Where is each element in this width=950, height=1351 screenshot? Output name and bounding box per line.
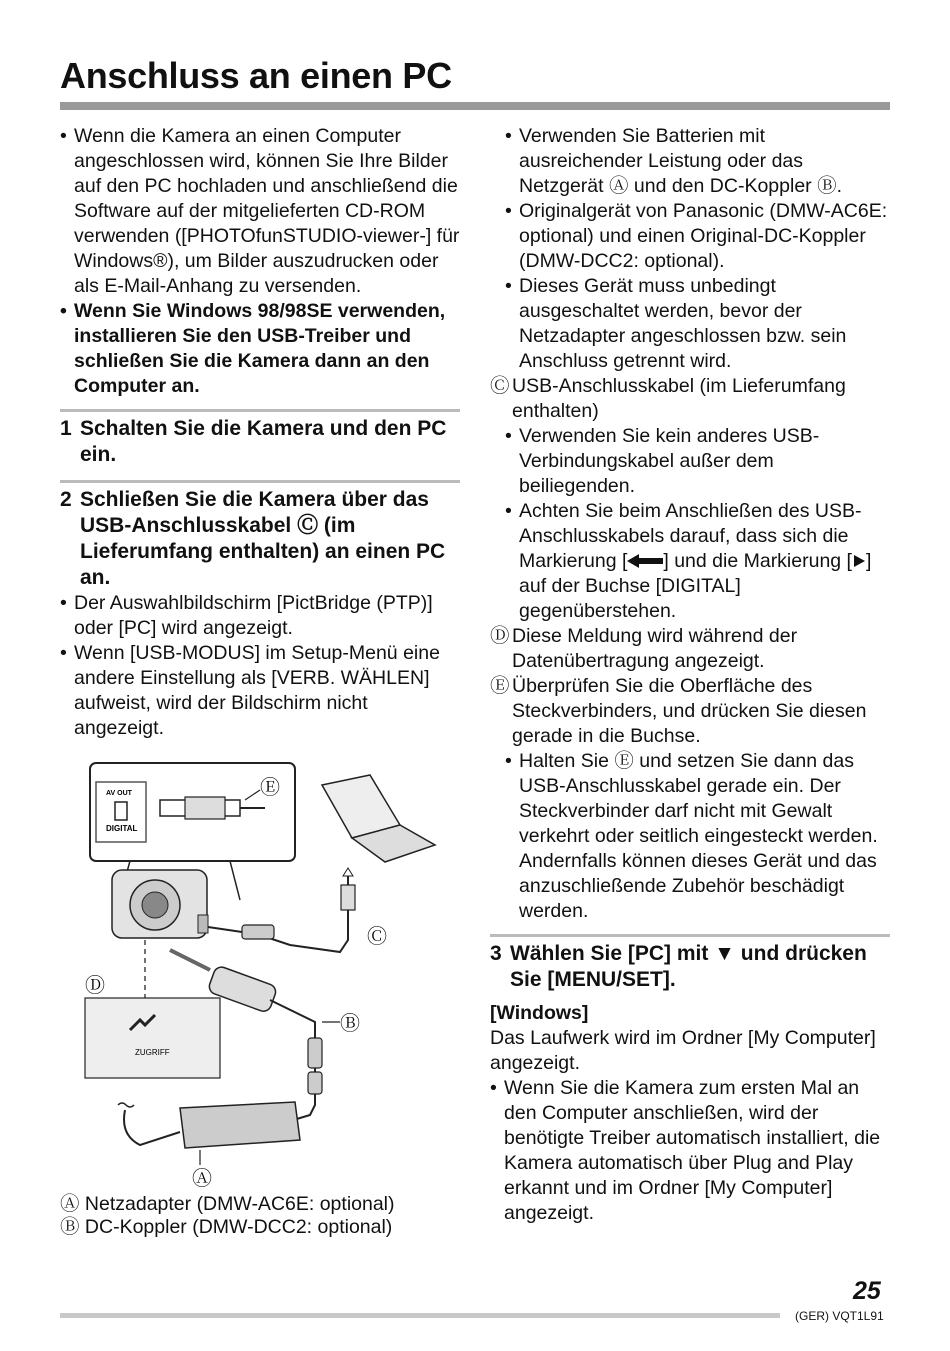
illustration-captions (60, 1193, 395, 1239)
note-d-text: Diese Meldung wird während der Datenübertragung angezeigt. (512, 625, 798, 672)
windows98-note: • Wenn Sie Windows 98/98SE verwenden, installieren Sie den USB-Treiber und schließen Sie die Kamera dann an den Computer an. (60, 299, 460, 399)
note-c-text: USB-Anschlusskabel (im Lieferumfang enthalten) (512, 375, 846, 422)
hold-connector-bullet: • Halten Sie Ⓔ und setzen Sie dann das USB-Anschlusskabel gerade ein. Der Steckverbinder darf nicht mit Gewalt verkehrt oder seitlich eingesteckt werden. Andernfalls können dieses Gerät und das anzuschließende Zubehör beschädigt werden. (505, 749, 890, 924)
left-column (60, 124, 460, 741)
label-a: Ⓐ (192, 1168, 212, 1190)
step-3-text: Wählen Sie [PC] mit ▼ und drücken Sie [MENU/SET]. (510, 942, 867, 991)
caption-b: Ⓑ DC-Koppler (DMW-DCC2: optional) (60, 1216, 393, 1238)
note-d-marker: Ⓓ (490, 625, 510, 647)
step-3-number: 3 (490, 942, 502, 965)
caption-a: Ⓐ Netzadapter (DMW-AC6E: optional) (60, 1193, 395, 1215)
step-1-number: 1 (60, 417, 72, 440)
windows-first-connect-bullet: • Wenn Sie die Kamera zum ersten Mal an den Computer anschließen, wird der benötigte Treiber automatisch installiert, die Kamera automatisch über Plug and Play erkannt und im Ordner [My Computer] angezeigt. (490, 1076, 890, 1226)
step-1 (60, 409, 460, 468)
windows-text: Das Laufwerk wird im Ordner [My Computer] angezeigt. (490, 1027, 876, 1074)
step-2-bullet-1: • Der Auswahlbildschirm [PictBridge (PTP)] oder [PC] wird angezeigt. (60, 591, 460, 641)
step-2-text: Schließen Sie die Kamera über das USB-Anschlusskabel Ⓒ (im Lieferumfang enthalten) an einen PC an. (80, 488, 446, 589)
battery-bullet: • Verwenden Sie Batterien mit ausreichender Leistung oder das Netzgerät Ⓐ und den DC-Koppler Ⓑ. (505, 124, 890, 199)
intro-bullet: • Wenn die Kamera an einen Computer angeschlossen wird, können Sie Ihre Bilder auf den PC hochladen und anschließend die Software auf der mitgelieferten CD-ROM verwenden ([PHOTOfunSTUDIO-viewer-] für Windows®), um Bilder auszudrucken oder als E-Mail-Anhang zu versenden. (60, 124, 460, 299)
power-off-bullet: • Dieses Gerät muss unbedingt ausgeschaltet werden, bevor der Netzadapter angeschlossen bzw. sein Anschluss getrennt wird. (505, 274, 890, 374)
step-2 (60, 480, 460, 591)
play-marker-icon (852, 554, 866, 568)
title-rule (60, 102, 890, 110)
step-2-bullet-2: • Wenn [USB-MODUS] im Setup-Menü eine andere Einstellung als [VERB. WÄHLEN] aufweist, wird der Bildschirm nicht angezeigt. (60, 641, 460, 741)
label-c: Ⓒ (367, 926, 387, 948)
ac-adapter (180, 1102, 300, 1148)
digital-label: DIGITAL (106, 824, 138, 833)
av-out-label: AV OUT (106, 790, 132, 797)
note-c-marker: Ⓒ (490, 375, 510, 397)
note-e-marker: Ⓔ (490, 675, 510, 697)
access-screen (85, 998, 220, 1078)
arrow-marker-icon (627, 554, 663, 568)
usb-cable (260, 870, 348, 952)
usb-cable-bullet-1: • Verwenden Sie kein anderes USB-Verbindungskabel außer dem beiliegenden. (505, 424, 890, 499)
note-c (490, 374, 890, 424)
note-d (490, 624, 890, 674)
note-e (490, 674, 890, 749)
page-number: 25 (853, 1277, 881, 1305)
label-d: Ⓓ (85, 975, 105, 997)
usb-cable-bullet-2: • Achten Sie beim Anschließen des USB-Anschlusskabels darauf, dass sich die Markierung [ ] und die Markierung [ ] auf der Buchse [DIGITAL] gegenüberstehen. (505, 499, 890, 624)
label-e: Ⓔ (260, 777, 280, 799)
step-3 (490, 934, 890, 993)
digital-port-icon (115, 802, 127, 820)
step-2-number: 2 (60, 488, 72, 511)
connection-illustration (60, 760, 460, 1190)
label-b: Ⓑ (340, 1013, 360, 1035)
page-title: Anschluss an einen PC (60, 55, 452, 96)
zugriff-label: ZUGRIFF (135, 1048, 170, 1057)
footer-rule (60, 1313, 780, 1318)
original-device-bullet: • Originalgerät von Panasonic (DMW-AC6E: optional) und einen Original-DC-Koppler (DMW-DCC2: optional). (505, 199, 890, 274)
step-1-text: Schalten Sie die Kamera und den PC ein. (80, 417, 447, 466)
footer-code: (GER) VQT1L91 (795, 1309, 884, 1323)
windows-heading: [Windows] (490, 1002, 589, 1024)
note-e-text: Überprüfen Sie die Oberfläche des Steckverbinders, und drücken Sie diesen gerade in die Buchse. (512, 675, 867, 747)
right-column (490, 124, 890, 1226)
